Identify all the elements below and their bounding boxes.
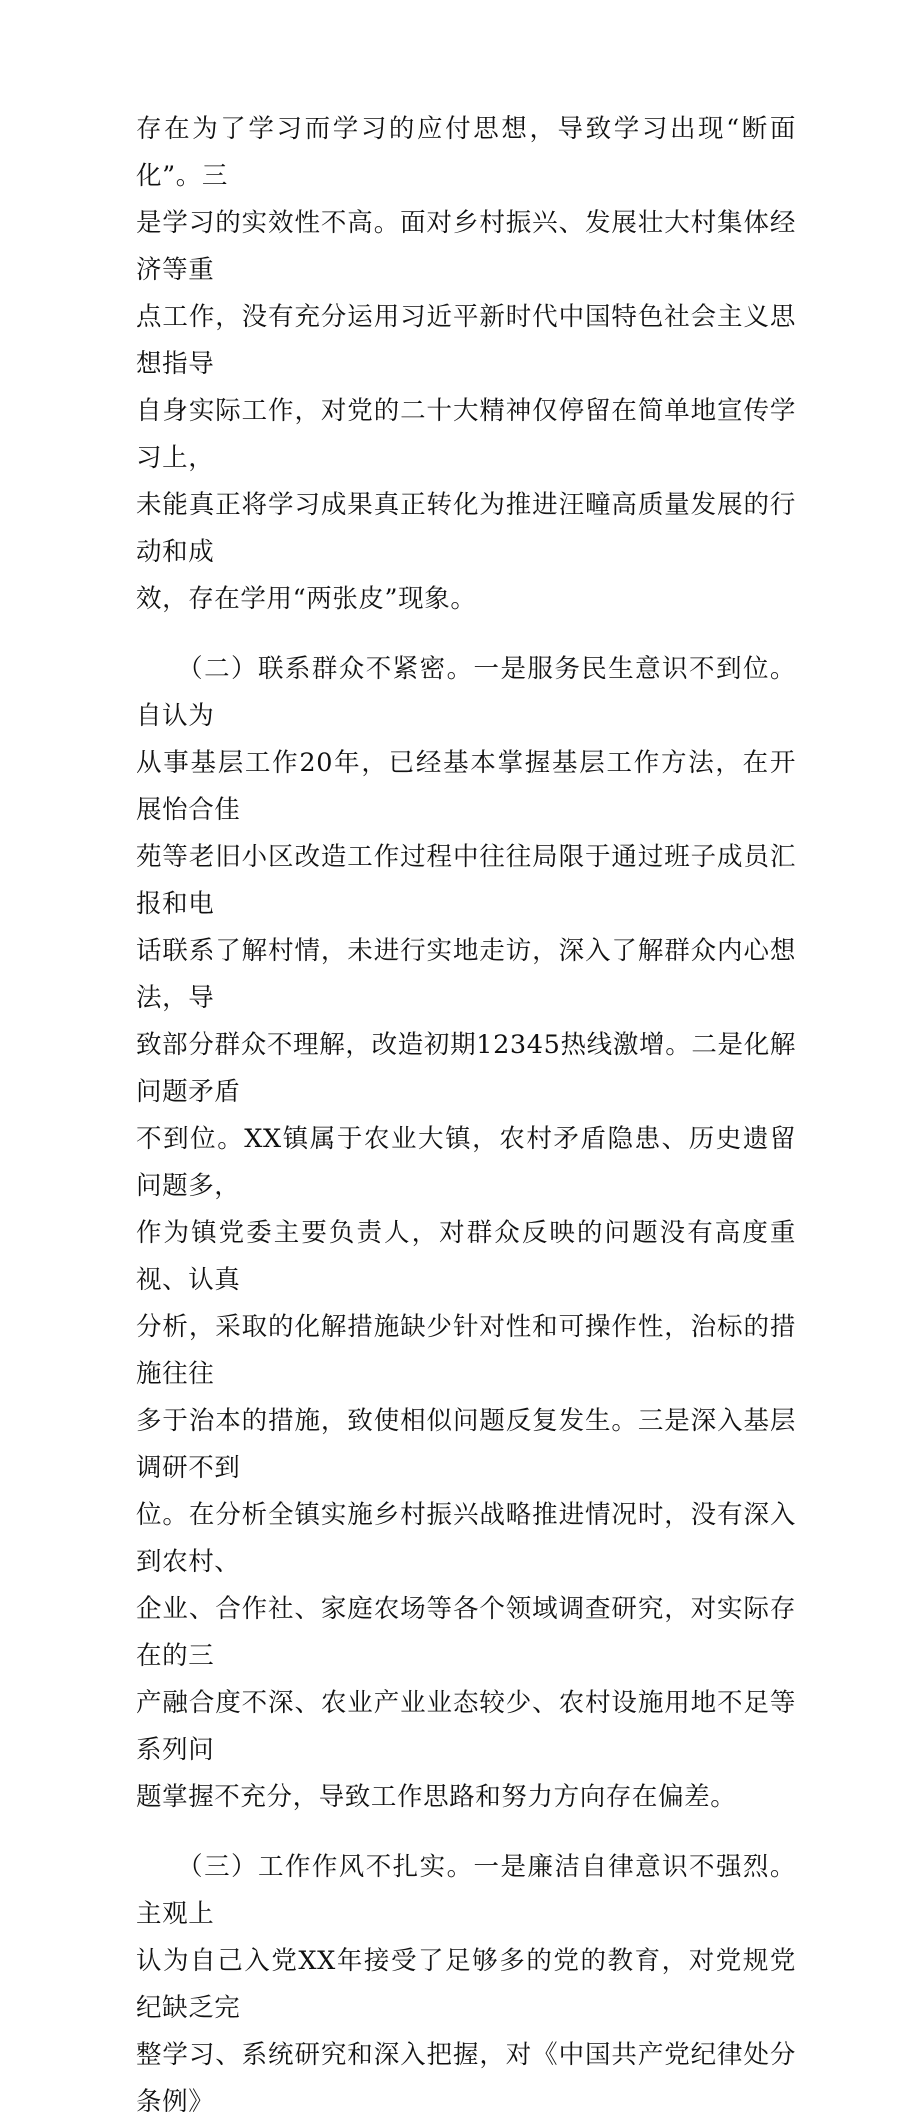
document-body	[136, 106, 796, 2126]
paragraph-mass-connection: （二）联系群众不紧密。一是服务民生意识不到位。自认为 从事基层工作20年，已经基本掌握基层工作方法，在开展怡合佳 苑等老旧小区改造工作过程中往往局限于通过班子成员汇报和电 话联系了解村情，未进行实地走访，深入了解群众内心想法，导 致部分群众不理解，改造初期12345热线激增。二是化解问题矛盾 不到位。XX镇属于农业大镇，农村矛盾隐患、历史遗留问题多， 作为镇党委主要负责人，对群众反映的问题没有高度重视、认真 分析，采取的化解措施缺少针对性和可操作性，治标的措施往往 多于治本的措施，致使相似问题反复发生。三是深入基层调研不到 位。在分析全镇实施乡村振兴战略推进情况时，没有深入到农村、 企业、合作社、家庭农场等各个领域调查研究，对实际存在的三 产融合度不深、农业产业业态较少、农村设施用地不足等系列问 题掌握不充分，导致工作思路和努力方向存在偏差。	[136, 654, 796, 1812]
paragraph-study-effectiveness: 存在为了学习而学习的应付思想，导致学习出现“断面化”。三 是学习的实效性不高。面对乡村振兴、发展壮大村集体经济等重 点工作，没有充分运用习近平新时代中国特色社会主义思想指导 自身实际工作，对党的二十大精神仅停留在简单地宣传学习上， 未能真正将学习成果真正转化为推进汪疃高质量发展的行动和成 效，存在学用“两张皮”现象。	[136, 114, 797, 614]
paragraph-work-style: （三）工作作风不扎实。一是廉洁自律意识不强烈。主观上 认为自己入党XX年接受了足够多的党的教育，对党规党纪缺乏完 整学习、系统研究和深入把握，对《中国共产党纪律处分条例》	[136, 1852, 796, 2117]
